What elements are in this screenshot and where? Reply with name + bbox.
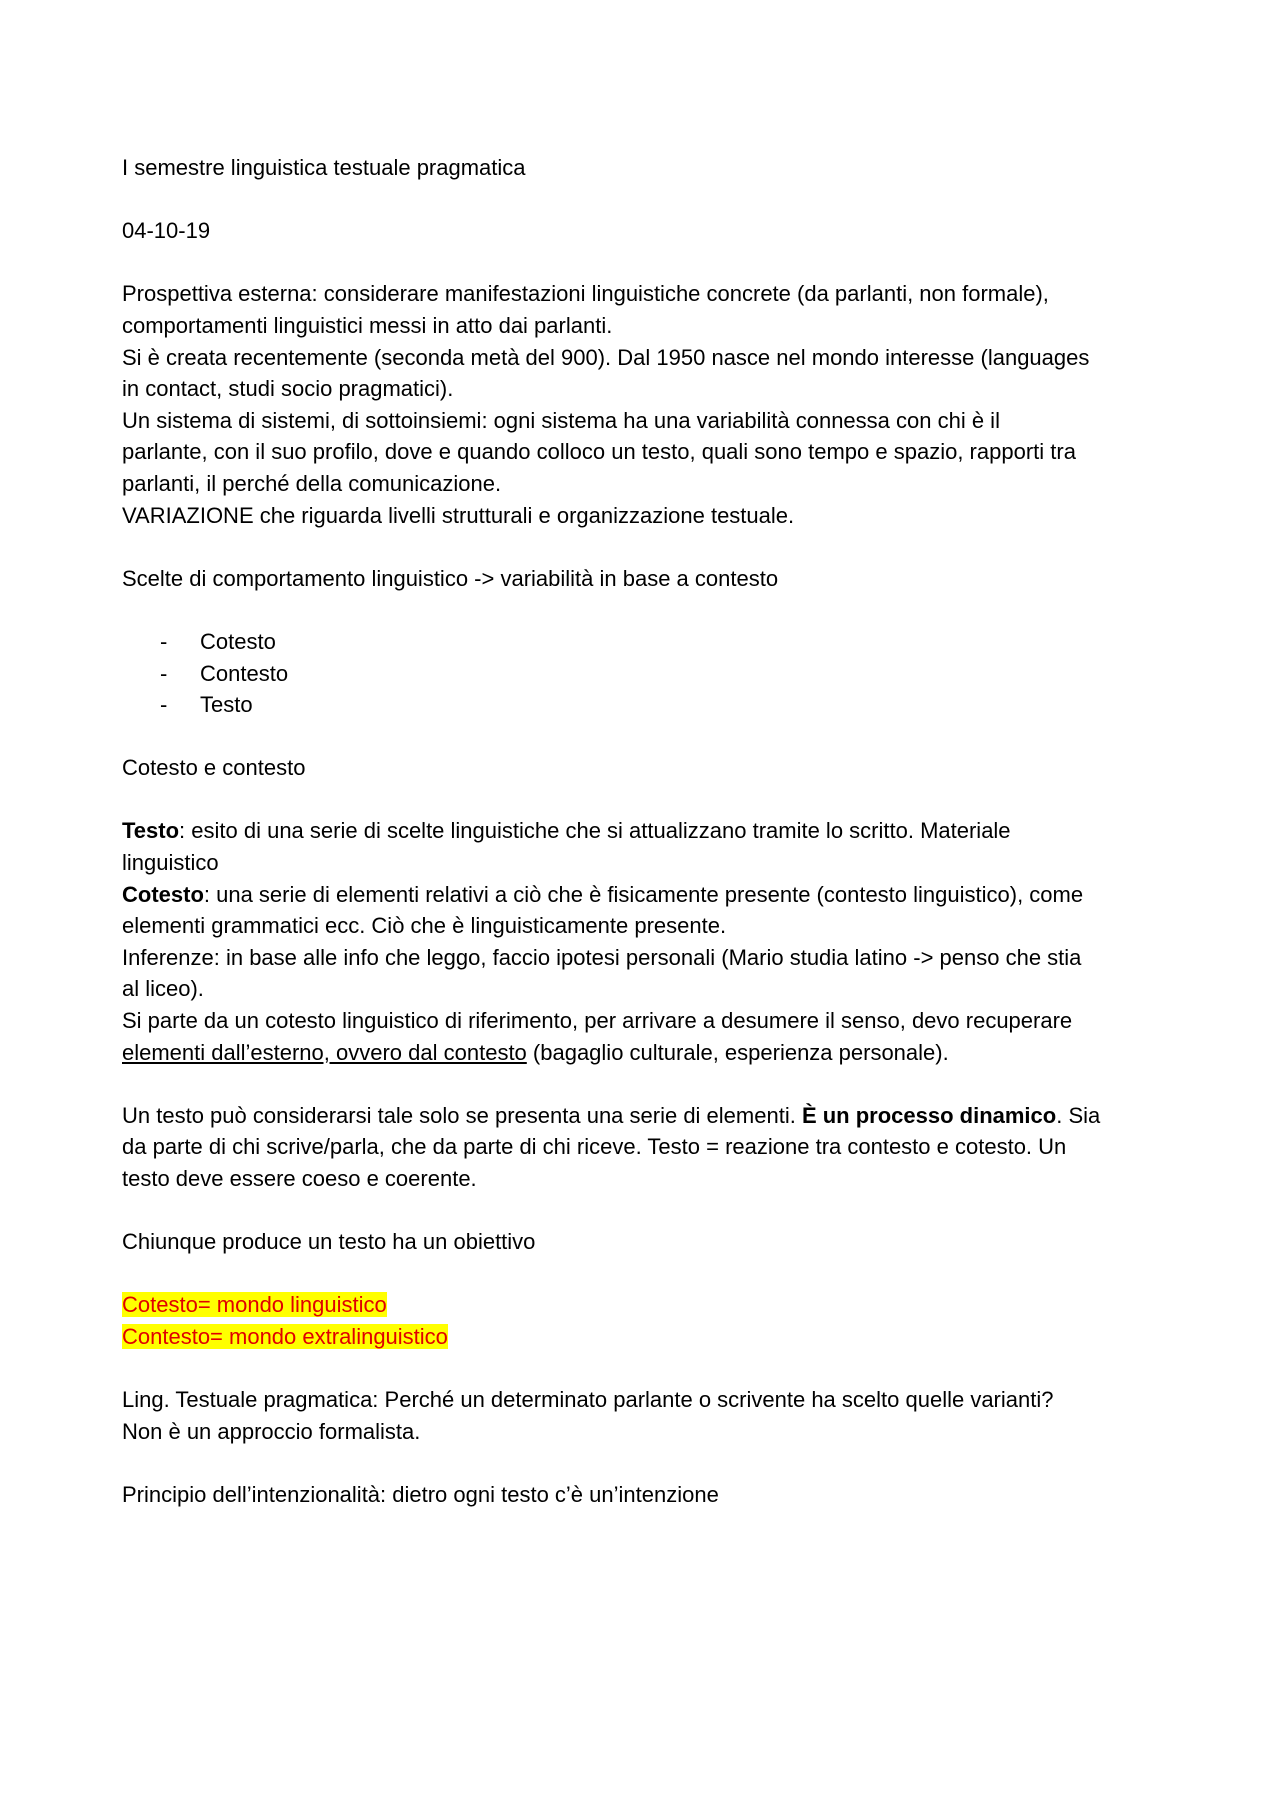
document-title: I semestre linguistica testuale pragmatica [122,155,526,180]
text-line [122,1100,1182,1132]
highlighted-block [122,1289,1182,1352]
bullet-list [122,626,1182,721]
document-page [122,152,1182,1511]
list-item [122,689,1182,721]
list-item [122,658,1182,690]
list-bullet: - [160,660,168,686]
definition-text: : esito di una serie di scelte linguistiche che si attualizzano tramite lo scritto. Materiale [179,818,1011,844]
spacer [122,1195,1182,1227]
text-line: linguistico [122,850,219,876]
paragraph-ling [122,1384,1182,1447]
term-cotesto: Cotesto [122,881,204,907]
text-line: VARIAZIONE che riguarda livelli strutturali e organizzazione testuale. [122,502,795,528]
paragraph-obiettivo: Chiunque produce un testo ha un obiettivo [122,1229,536,1255]
definition-testo [122,815,1182,847]
text-line [122,1321,1182,1353]
spacer [122,784,1182,816]
spacer [122,721,1182,753]
text-span: Un testo può considerarsi tale solo se presenta una serie di elementi. [122,1102,802,1128]
bold-text: È un processo dinamico [801,1102,1057,1128]
paragraph-processo [122,1100,1182,1195]
text-line: testo deve essere coeso e coerente. [122,1166,477,1191]
text-line: Inferenze: in base alle info che leggo, faccio ipotesi personali (Mario studia latino -> penso che stia [122,944,1082,970]
list-item-label: Contesto [200,660,289,686]
definition-text: : una serie di elementi relativi a ciò che è fisicamente presente (contesto linguistico), come [203,881,1084,907]
text-line: Prospettiva esterna: considerare manifestazioni linguistiche concrete (da parlanti, non formale), [122,281,1049,307]
spacer [122,531,1182,563]
list-item [122,626,1182,658]
spacer [122,1353,1182,1385]
text-span: (bagaglio culturale, esperienza personale). [526,1039,949,1065]
list-bullet: - [160,628,168,654]
spacer [122,1068,1182,1100]
text-line: in contact, studi socio pragmatici). [122,376,454,402]
spacer [122,184,1182,216]
text-line: Si è creata recentemente (seconda metà del 900). Dal 1950 nasce nel mondo interesse (languages [122,344,1090,370]
paragraph-principio: Principio dell’intenzionalità: dietro ogni testo c’è un’intenzione [122,1481,719,1507]
spacer [122,247,1182,279]
list-item-label: Testo [200,692,253,718]
spacer [122,594,1182,626]
text-line: da parte di chi scrive/parla, che da parte di chi riceve. Testo = reazione tra contesto e cotesto. Un [122,1134,1067,1160]
definition-cotesto [122,879,1182,911]
section-heading: Cotesto e contesto [122,755,306,781]
spacer [122,1447,1182,1479]
paragraph-prospettiva [122,278,1182,531]
text-line: comportamenti linguistici messi in atto dai parlanti. [122,312,613,338]
list-item-label: Cotesto [200,628,276,654]
text-line: Un sistema di sistemi, di sottoinsiemi: ogni sistema ha una variabilità connessa con chi è il [122,407,1000,433]
text-line: Si parte da un cotesto linguistico di riferimento, per arrivare a desumere il senso, devo recuperare [122,1008,1073,1034]
paragraph-scelte: Scelte di comportamento linguistico -> variabilità in base a contesto [122,565,779,591]
text-line: Non è un approccio formalista. [122,1418,421,1444]
text-line: parlanti, il perché della comunicazione. [122,470,502,496]
highlighted-text: Cotesto= mondo linguistico [122,1292,387,1318]
text-line: al liceo). [122,976,204,1002]
term-testo: Testo [122,818,180,844]
list-bullet: - [160,692,168,718]
text-line: elementi grammatici ecc. Ciò che è linguisticamente presente. [122,913,727,939]
highlighted-text: Contesto= mondo extralinguistico [122,1323,448,1349]
text-line [122,1289,1182,1321]
text-line: Ling. Testuale pragmatica: Perché un determinato parlante o scrivente ha scelto quelle varianti? [122,1387,1054,1413]
text-span: . Sia [1056,1102,1101,1128]
text-line: parlante, con il suo profilo, dove e quando colloco un testo, quali sono tempo e spazio, rapporti tra [122,439,1076,465]
underlined-text: elementi dall’esterno, ovvero dal contesto [122,1039,527,1065]
paragraph-definitions [122,815,1182,1068]
text-line [122,1037,1182,1069]
spacer [122,1258,1182,1290]
document-date: 04-10-19 [122,218,211,244]
